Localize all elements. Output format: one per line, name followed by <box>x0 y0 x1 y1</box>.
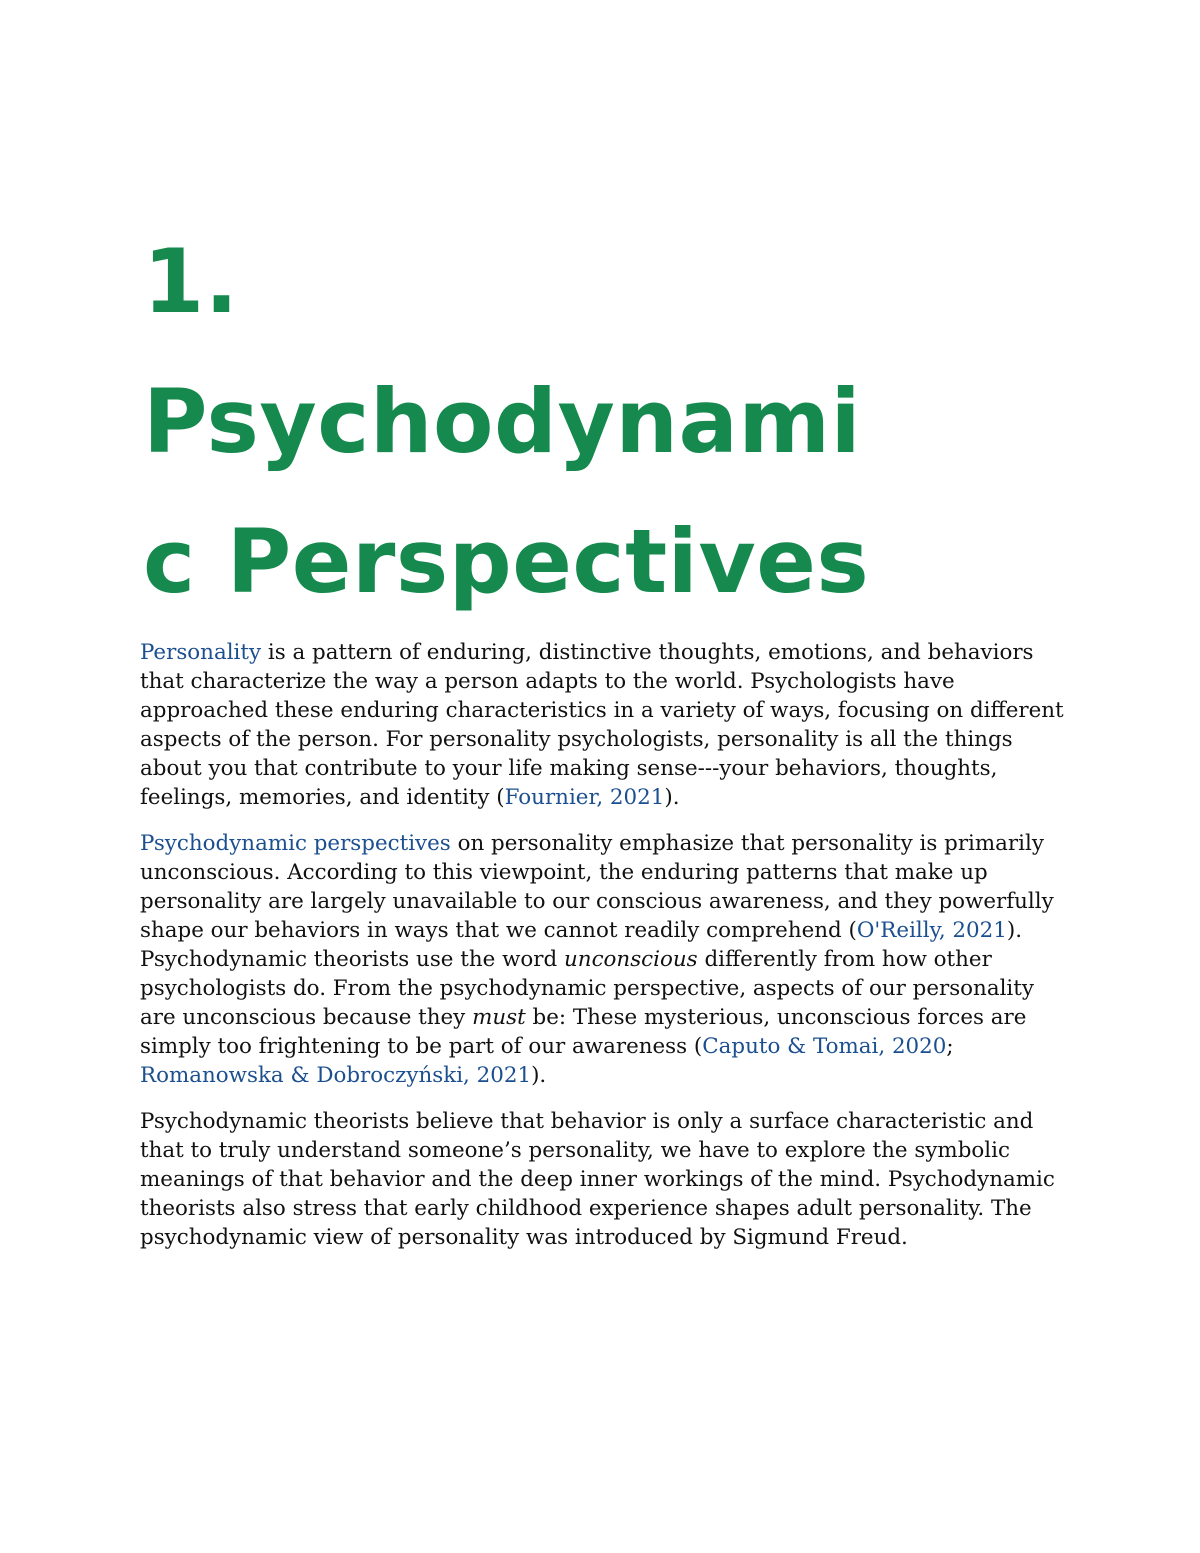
psychodynamic-term-link[interactable]: Psychodynamic perspectives <box>140 831 451 856</box>
heading-line-2: c Perspectives <box>143 510 870 613</box>
paragraph-personality <box>140 638 1070 812</box>
citation-link-romanowska[interactable]: Romanowska & Dobroczyński, 2021 <box>140 1063 532 1088</box>
section-heading <box>143 212 1103 632</box>
heading-number: 1. <box>143 230 239 333</box>
paragraph-text: ). Psychodynamic theorists use the word <box>140 918 1023 972</box>
paragraph-text: ). <box>531 1063 547 1088</box>
paragraph-text: differently from how other psychologists do. From the psychodynamic perspective, aspects of our personality are unconscious because they <box>140 947 1034 1030</box>
personality-term-link[interactable]: Personality <box>140 640 262 665</box>
paragraph-text: on personality emphasize that personality is primarily unconscious. According to this viewpoint, the enduring patterns that make up personality are largely unavailable to our conscious awareness, and they powerfully shape our behaviors in ways that we cannot readily comprehend ( <box>140 831 1054 943</box>
paragraph-text: be: These mysterious, unconscious forces are simply too frightening to be part of our awareness ( <box>140 1005 1027 1059</box>
citation-link-oreilly[interactable]: O'Reilly, 2021 <box>856 918 1007 943</box>
italic-must: must <box>472 1005 526 1030</box>
body-text <box>140 638 1070 1269</box>
paragraph-text: is a pattern of enduring, distinctive thoughts, emotions, and behaviors that characterize the way a person adapts to the world. Psychologists have approached these enduring characteristics in a variety of ways, focusing on different aspects of the person. For personality psychologists, personality is all the things about you that contribute to your life making sense---your behaviors, thoughts, feelings, memories, and identity ( <box>140 640 1064 810</box>
paragraph-behavior: Psychodynamic theorists believe that behavior is only a surface characteristic and that to truly understand someone’s personality, we have to explore the symbolic meanings of that behavior and the deep inner workings of the mind. Psychodynamic theorists also stress that early childhood experience shapes adult personality. The psychodynamic view of personality was introduced by Sigmund Freud. <box>140 1109 1055 1250</box>
citation-link-caputo[interactable]: Caputo & Tomai, 2020 <box>702 1034 947 1059</box>
paragraph-text: ; <box>946 1034 954 1059</box>
heading-line-1: Psychodynami <box>143 370 862 473</box>
paragraph-text: ). <box>664 785 680 810</box>
citation-link-fournier[interactable]: Fournier, 2021 <box>504 785 665 810</box>
paragraph-psychodynamic <box>140 829 1070 1090</box>
italic-unconscious: unconscious <box>564 947 698 972</box>
